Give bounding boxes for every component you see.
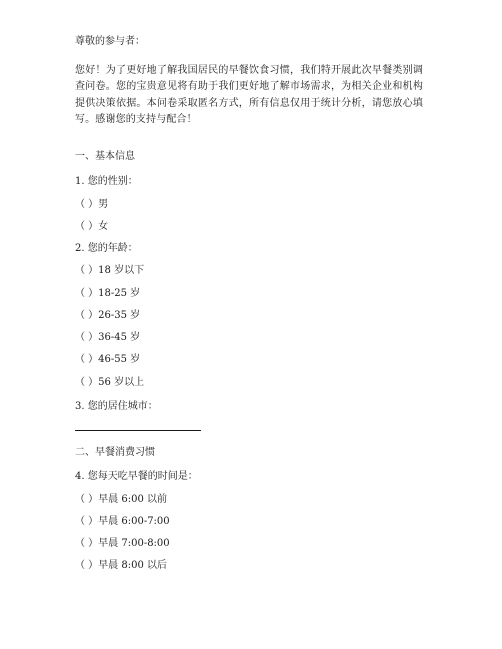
- question-age: 2. 您的年龄：: [75, 243, 138, 254]
- option-age-46-55[interactable]: （ ）46-55 岁: [75, 354, 141, 365]
- greeting: 尊敬的参与者：: [75, 36, 145, 47]
- option-time-7-8[interactable]: （ ）早晨 7:00-8:00: [75, 538, 170, 549]
- section-title-basic-info: 一、基本信息: [75, 151, 135, 162]
- option-female[interactable]: （ ）女: [75, 221, 109, 232]
- question-breakfast-time: 4. 您每天吃早餐的时间是：: [75, 471, 198, 482]
- option-age-18-25[interactable]: （ ）18-25 岁: [75, 288, 141, 299]
- option-time-6-7[interactable]: （ ）早晨 6:00-7:00: [75, 516, 170, 527]
- option-time-after-8[interactable]: （ ）早晨 8:00 以后: [75, 560, 167, 571]
- section-title-breakfast-habits: 二、早餐消费习惯: [75, 447, 155, 458]
- option-age-36-45[interactable]: （ ）36-45 岁: [75, 332, 141, 343]
- option-time-before-6[interactable]: （ ）早晨 6:00 以前: [75, 494, 167, 505]
- option-male[interactable]: （ ）男: [75, 199, 109, 210]
- question-city: 3. 您的居住城市：: [75, 401, 158, 412]
- option-age-56-plus[interactable]: （ ）56 岁以上: [75, 377, 145, 388]
- intro-paragraph: 您好！为了更好地了解我国居民的早餐饮食习惯，我们特开展此次早餐类别调查问卷。您的宝贵意见将有助于我们更好地了解市场需求，为相关企业和机构提供决策依据。本问卷采取匿名方式，所有信息仅用于统计分析，请您放心填写。感谢您的支持与配合！: [75, 65, 423, 125]
- option-age-26-35[interactable]: （ ）26-35 岁: [75, 310, 141, 321]
- option-age-under-18[interactable]: （ ）18 岁以下: [75, 265, 145, 276]
- question-gender: 1. 您的性别：: [75, 176, 138, 187]
- city-answer-blank[interactable]: [75, 430, 201, 431]
